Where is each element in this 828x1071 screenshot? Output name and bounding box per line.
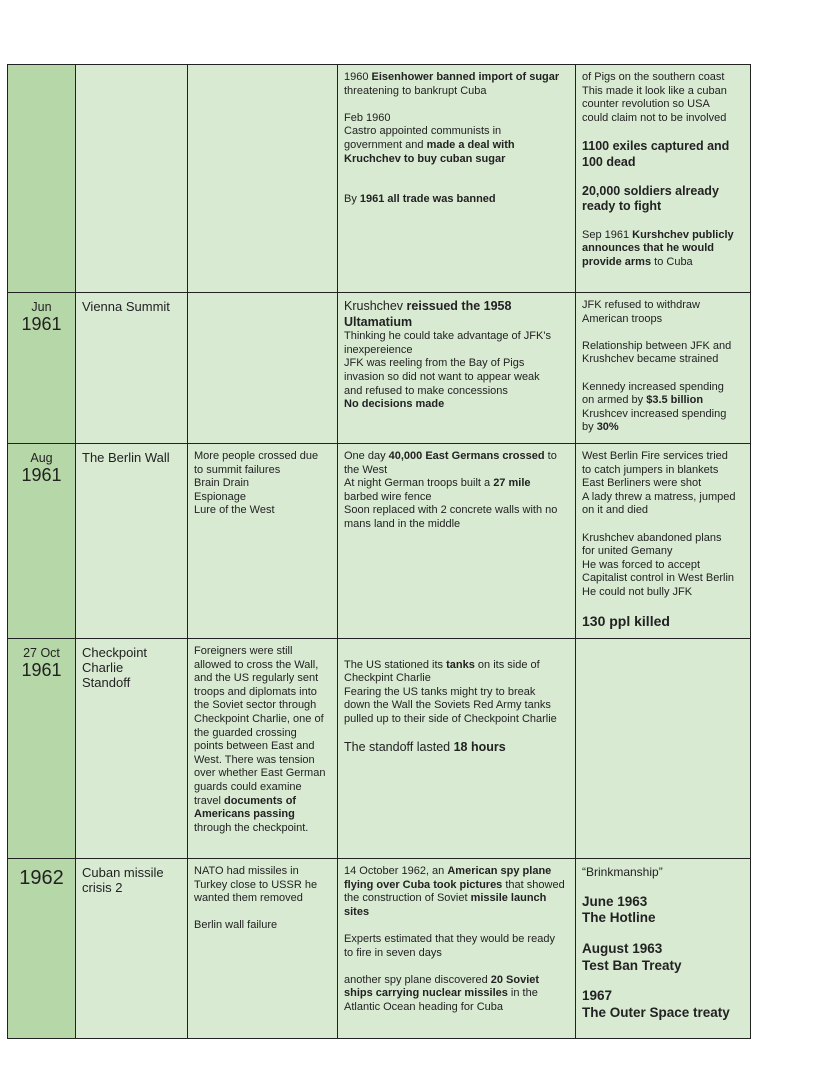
- date-cell: [8, 65, 76, 293]
- text: Krushchev: [344, 299, 407, 313]
- bold-text: June 1963: [582, 893, 648, 909]
- text-line: [582, 464, 744, 478]
- text-line: [194, 892, 331, 906]
- text: Sep 1961: [582, 228, 633, 241]
- bold-text: The Outer Space treaty: [582, 1005, 730, 1021]
- text: West. There was tension: [194, 753, 315, 766]
- text-line: [582, 394, 744, 408]
- text: The US stationed its: [344, 658, 447, 671]
- text: “Brinkmanship”: [582, 865, 663, 879]
- text: Experts estimated that they would be ready: [344, 932, 555, 945]
- details-cell: [338, 65, 576, 293]
- text-line: [344, 398, 569, 412]
- text: guards could examine: [194, 780, 302, 793]
- text-line: [344, 933, 569, 947]
- text: on armed by: [582, 394, 647, 407]
- text-line: [582, 112, 744, 126]
- consequences-cell: [576, 859, 751, 1039]
- text-line: [582, 613, 744, 631]
- date-year: 1962: [19, 867, 64, 889]
- text-line: [582, 572, 744, 586]
- text-line: [194, 477, 331, 491]
- text-line: [344, 153, 569, 167]
- text: inexpereience: [344, 343, 413, 356]
- text: could claim not to be involved: [582, 111, 727, 124]
- text-line: [582, 988, 744, 1005]
- text-line: [344, 139, 569, 153]
- text: He was forced to accept: [582, 558, 701, 571]
- text-line: [194, 504, 331, 518]
- text-line: [344, 672, 569, 686]
- date-month: Aug: [30, 451, 53, 465]
- text-line: [582, 98, 744, 112]
- text-line: [582, 532, 744, 546]
- text-line: [344, 518, 569, 532]
- text: American troops: [582, 312, 663, 325]
- text-line: [344, 385, 569, 399]
- text: Thinking he could take advantage of JFK's: [344, 330, 551, 343]
- text-line: [194, 781, 331, 795]
- bold-text: missile launch: [470, 892, 547, 905]
- text-line: [582, 865, 744, 880]
- text: 1960: [344, 71, 372, 83]
- text-line: [344, 491, 569, 505]
- text-line: [194, 699, 331, 713]
- text-line: [344, 879, 569, 893]
- bold-text: announces that he would: [582, 242, 715, 255]
- text: Krushchev became strained: [582, 353, 719, 366]
- text-line: [582, 229, 744, 243]
- date-year: 1961: [21, 465, 62, 485]
- bold-text: 130 ppl killed: [582, 613, 670, 630]
- event-cell: [76, 293, 188, 444]
- event-title: The Berlin Wall: [82, 450, 170, 465]
- text-line: [344, 987, 569, 1001]
- text-line: [194, 865, 331, 879]
- bold-text: 20 Soviet: [490, 973, 540, 986]
- spacer: [344, 180, 569, 194]
- text-line: [582, 586, 744, 600]
- spacer: [194, 906, 331, 920]
- text-line: [194, 919, 331, 933]
- spacer: [582, 367, 744, 381]
- text-line: [582, 71, 744, 85]
- text: to: [544, 450, 557, 462]
- text: the construction of Soviet: [344, 892, 471, 905]
- text: the guarded crossing: [194, 726, 297, 739]
- text: Relationship between JFK and: [582, 339, 732, 352]
- text-line: [344, 299, 569, 315]
- text: Brain Drain: [194, 477, 250, 490]
- causes-cell: [188, 639, 338, 859]
- bold-text: 20,000 soldiers already: [582, 183, 719, 198]
- bold-text: tanks: [446, 658, 475, 671]
- text-line: [344, 371, 569, 385]
- text: by: [582, 421, 597, 434]
- table-row: [8, 293, 751, 444]
- text: 14 October 1962, an: [344, 865, 448, 877]
- bold-text: 30%: [596, 421, 619, 434]
- text-line: [344, 464, 569, 478]
- text-line: [194, 464, 331, 478]
- text-line: [194, 727, 331, 741]
- bold-text: ready to fight: [582, 199, 662, 214]
- event-title: Checkpoint: [82, 645, 148, 660]
- text-line: [582, 184, 744, 200]
- text-line: [344, 344, 569, 358]
- event-title: Charlie: [82, 660, 124, 675]
- spacer: [582, 880, 744, 894]
- bold-text: Kurshchev publicly: [632, 228, 734, 241]
- text: in the: [507, 987, 538, 1000]
- consequences-cell: [576, 65, 751, 293]
- text: mans land in the middle: [344, 517, 461, 530]
- text-line: [344, 71, 569, 85]
- bold-text: Ultamatium: [344, 314, 413, 329]
- bold-text: Eisenhower banned import of sugar: [371, 71, 560, 83]
- text: Krushcev increased spending: [582, 407, 727, 420]
- event-cell: [76, 65, 188, 293]
- text-line: [582, 299, 744, 313]
- text-line: [582, 450, 744, 464]
- text: Soon replaced with 2 concrete walls with no: [344, 504, 558, 517]
- causes-cell: [188, 293, 338, 444]
- bold-text: 27 mile: [493, 477, 531, 490]
- event-cell: [76, 444, 188, 639]
- spacer: [344, 645, 569, 659]
- spacer: [344, 98, 569, 112]
- text-line: [582, 1005, 744, 1022]
- text: Capitalist control in West Berlin: [582, 572, 735, 585]
- text: At night German troops built a: [344, 477, 494, 490]
- text: the Soviet sector through: [194, 699, 317, 712]
- text: Lure of the West: [194, 504, 275, 517]
- bold-text: sites: [344, 905, 370, 918]
- text-line: [194, 659, 331, 673]
- text: on it and died: [582, 504, 649, 517]
- text-line: [194, 795, 331, 809]
- text-line: [582, 353, 744, 367]
- text-line: [582, 340, 744, 354]
- text-line: [194, 491, 331, 505]
- text-line: [582, 958, 744, 975]
- text-line: [344, 865, 569, 879]
- text: and refused to make concessions: [344, 384, 508, 397]
- event-title: Cuban missile: [82, 865, 164, 880]
- text-line: [344, 504, 569, 518]
- text: counter revolution so USA: [582, 98, 710, 111]
- text-line: [194, 808, 331, 822]
- bold-text: Kruchchev to buy cuban sugar: [344, 152, 506, 165]
- text-line: [582, 421, 744, 435]
- text: Castro appointed communists in: [344, 125, 502, 138]
- text: the West: [344, 463, 388, 476]
- text: invasion so did not want to appear weak: [344, 371, 540, 384]
- text-line: [194, 713, 331, 727]
- bold-text: 1100 exiles captured and: [582, 138, 730, 153]
- text-line: [344, 699, 569, 713]
- spacer: [344, 727, 569, 741]
- text: Checkpoint Charlie, one of: [194, 712, 324, 725]
- text: The standoff lasted: [344, 740, 454, 755]
- spacer: [344, 166, 569, 180]
- date-month: 27 Oct: [23, 646, 60, 660]
- spacer: [582, 326, 744, 340]
- event-title: Vienna Summit: [82, 299, 170, 314]
- text-line: [344, 85, 569, 99]
- text-line: [582, 381, 744, 395]
- text-line: [582, 477, 744, 491]
- text-line: [344, 974, 569, 988]
- causes-cell: [188, 859, 338, 1039]
- bold-text: made a deal with: [426, 138, 515, 151]
- text-line: [194, 740, 331, 754]
- details-cell: [338, 293, 576, 444]
- text-line: [344, 1001, 569, 1015]
- text: Foreigners were still: [194, 645, 293, 657]
- text: threatening to bankrupt Cuba: [344, 84, 487, 97]
- text-line: [344, 450, 569, 464]
- text: and the US regularly sent: [194, 672, 319, 685]
- text: to fire in seven days: [344, 946, 442, 959]
- text-line: [194, 450, 331, 464]
- text: Berlin wall failure: [194, 919, 278, 932]
- bold-text: No decisions made: [344, 398, 445, 411]
- text-line: [194, 686, 331, 700]
- text: down the Wall the Soviets Red Army tanks: [344, 699, 551, 712]
- text-line: [582, 491, 744, 505]
- bold-text: documents of: [223, 794, 297, 807]
- text: travel: [194, 794, 224, 807]
- text-line: [344, 193, 569, 207]
- text: Turkey close to USSR he: [194, 878, 318, 891]
- text-line: [344, 740, 569, 756]
- text: another spy plane discovered: [344, 973, 491, 986]
- text: He could not bully JFK: [582, 585, 693, 598]
- text-line: [582, 256, 744, 270]
- text: Atlantic Ocean heading for Cuba: [344, 1000, 503, 1013]
- text: through the checkpoint.: [194, 821, 309, 834]
- text-line: [344, 892, 569, 906]
- details-cell: [338, 859, 576, 1039]
- spacer: [582, 600, 744, 614]
- bold-text: 18 hours: [453, 740, 506, 755]
- bold-text: 1961 all trade was banned: [359, 193, 496, 206]
- spacer: [344, 919, 569, 933]
- text-line: [194, 879, 331, 893]
- text-line: [194, 672, 331, 686]
- text-line: [344, 947, 569, 961]
- text: Kennedy increased spending: [582, 380, 724, 393]
- bold-text: August 1963: [582, 940, 663, 956]
- text: Fearing the US tanks might try to break: [344, 685, 536, 698]
- text-line: [582, 313, 744, 327]
- text-line: [344, 112, 569, 126]
- text-line: [344, 906, 569, 920]
- text: More people crossed due: [194, 450, 319, 462]
- date-cell: [8, 293, 76, 444]
- bold-text: reissued the 1958: [406, 299, 512, 313]
- text: NATO had missiles in: [194, 865, 299, 877]
- text-line: [582, 894, 744, 911]
- date-month: Jun: [31, 300, 52, 314]
- text: to summit failures: [194, 463, 281, 476]
- text: A lady threw a matress, jumped: [582, 490, 736, 503]
- bold-text: Test Ban Treaty: [582, 957, 682, 973]
- text-line: [344, 713, 569, 727]
- bold-text: flying over Cuba took pictures: [344, 878, 503, 891]
- table-row: [8, 859, 751, 1039]
- event-cell: [76, 639, 188, 859]
- bold-text: $3.5 billion: [646, 394, 704, 407]
- event-title: Standoff: [82, 675, 131, 690]
- bold-text: provide arms: [582, 255, 652, 268]
- table-row: [8, 444, 751, 639]
- text-line: [344, 330, 569, 344]
- text-line: [194, 822, 331, 836]
- text: barbed wire fence: [344, 490, 432, 503]
- consequences-cell: [576, 444, 751, 639]
- text: over whether East German: [194, 767, 326, 780]
- event-title: crisis 2: [82, 880, 123, 895]
- text-line: [582, 910, 744, 927]
- text: Feb 1960: [344, 111, 391, 124]
- bold-text: Americans passing: [194, 808, 295, 821]
- spacer: [582, 125, 744, 139]
- text-line: [582, 242, 744, 256]
- text: Checkpint Charlie: [344, 672, 431, 685]
- consequences-cell: [576, 293, 751, 444]
- text: Espionage: [194, 490, 246, 503]
- spacer: [582, 975, 744, 989]
- text-line: [582, 408, 744, 422]
- text-line: [194, 645, 331, 659]
- bold-text: 100 dead: [582, 154, 636, 169]
- text: troops and diplomats into: [194, 685, 317, 698]
- bold-text: The Hotline: [582, 910, 656, 926]
- text: JFK refused to withdraw: [582, 299, 700, 311]
- text-line: [194, 754, 331, 768]
- text: Krushchev abandoned plans: [582, 531, 722, 544]
- text: on its side of: [474, 658, 540, 671]
- text-line: [582, 559, 744, 573]
- bold-text: 1967: [582, 988, 613, 1004]
- history-timeline-table: [7, 64, 751, 1039]
- text-line: [344, 357, 569, 371]
- text-line: [582, 941, 744, 958]
- table-row: [8, 65, 751, 293]
- date-cell: [8, 859, 76, 1039]
- details-cell: [338, 444, 576, 639]
- text: East Berliners were shot: [582, 477, 702, 490]
- text-line: [582, 199, 744, 215]
- text: This made it look like a cuban: [582, 84, 727, 97]
- text: government and: [344, 138, 427, 151]
- text-line: [582, 139, 744, 155]
- text-line: [344, 659, 569, 673]
- date-cell: [8, 639, 76, 859]
- text-line: [344, 686, 569, 700]
- text-line: [194, 767, 331, 781]
- text-line: [582, 545, 744, 559]
- text: to Cuba: [651, 255, 693, 268]
- date-cell: [8, 444, 76, 639]
- spacer: [582, 927, 744, 941]
- text-line: [344, 125, 569, 139]
- causes-cell: [188, 444, 338, 639]
- text: West Berlin Fire services tried: [582, 450, 728, 462]
- text: pulled up to their side of Checkpoint Charlie: [344, 712, 557, 725]
- table-row: [8, 639, 751, 859]
- text: for united Gemany: [582, 545, 673, 558]
- consequences-cell: [576, 639, 751, 859]
- bold-text: American spy plane: [447, 865, 552, 877]
- details-cell: [338, 639, 576, 859]
- spacer: [582, 215, 744, 229]
- text: allowed to cross the Wall,: [194, 658, 319, 671]
- date-year: 1961: [21, 314, 62, 334]
- bold-text: 40,000 East Germans crossed: [388, 450, 545, 462]
- text-line: [582, 504, 744, 518]
- spacer: [582, 170, 744, 184]
- bold-text: ships carrying nuclear missiles: [344, 987, 508, 1000]
- text-line: [582, 85, 744, 99]
- text: wanted them removed: [194, 892, 303, 905]
- text: points between East and: [194, 740, 315, 753]
- date-year: 1961: [21, 660, 62, 680]
- text-line: [344, 315, 569, 331]
- text: that showed: [502, 878, 565, 891]
- text-line: [344, 477, 569, 491]
- text: to catch jumpers in blankets: [582, 463, 719, 476]
- text: of Pigs on the southern coast: [582, 71, 725, 83]
- event-cell: [76, 859, 188, 1039]
- spacer: [344, 960, 569, 974]
- text: One day: [344, 450, 389, 462]
- text-line: [582, 155, 744, 171]
- text: JFK was reeling from the Bay of Pigs: [344, 357, 525, 370]
- spacer: [582, 518, 744, 532]
- causes-cell: [188, 65, 338, 293]
- text: By: [344, 193, 360, 206]
